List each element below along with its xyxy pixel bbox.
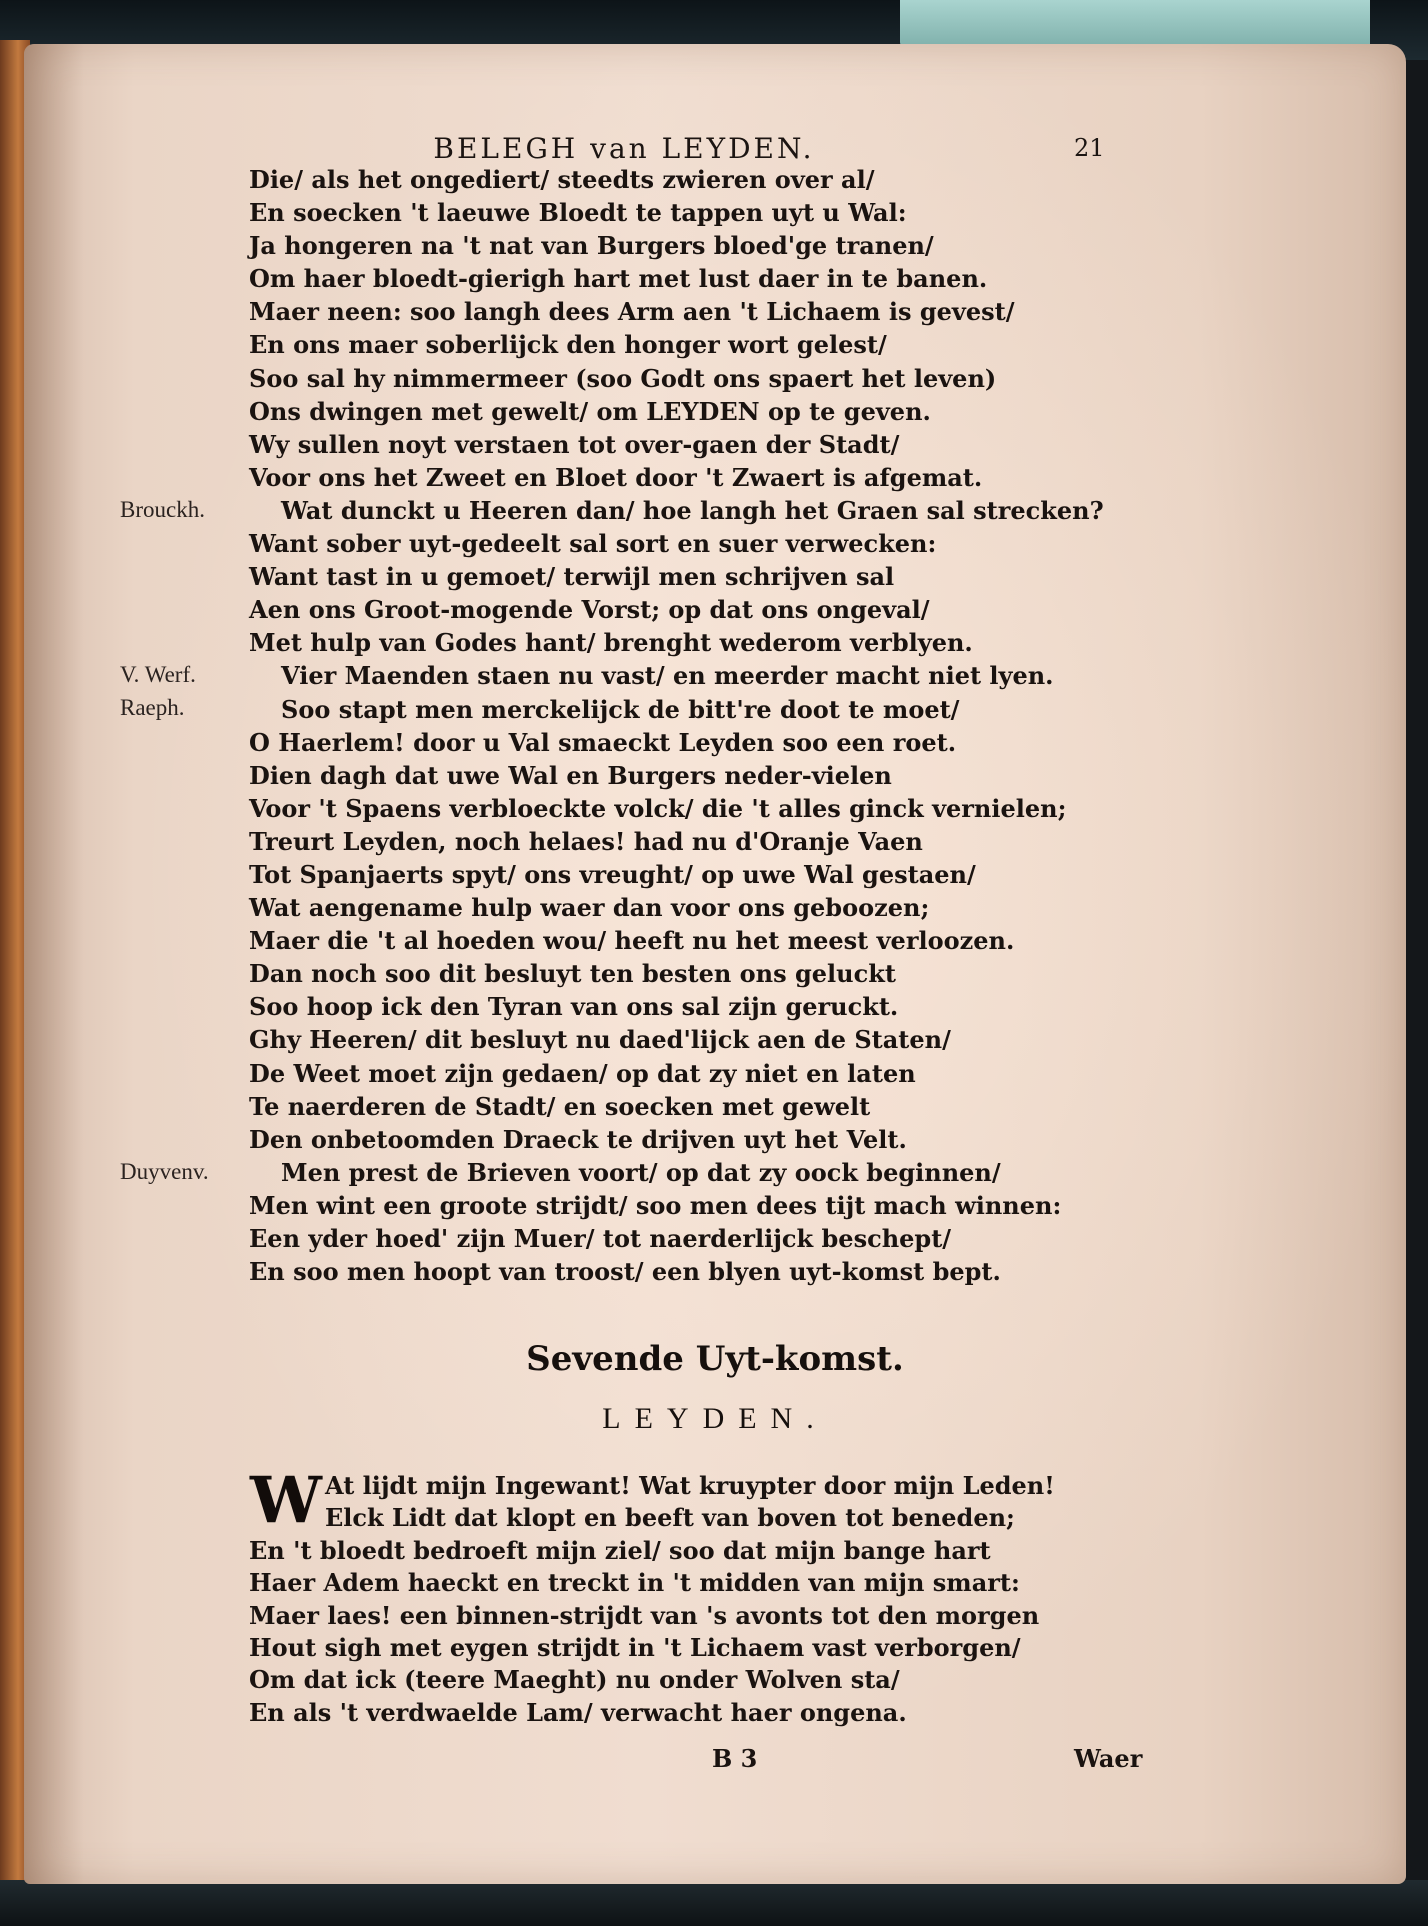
catchword: Waer bbox=[1074, 1744, 1143, 1773]
verse-line: Die/ als het ongediert/ steedts zwieren over al/ bbox=[249, 165, 875, 194]
speaker-label: V. Werf. bbox=[120, 662, 196, 687]
verse-line: De Weet moet zijn gedaen/ op dat zy niet en laten bbox=[249, 1058, 916, 1088]
verse-line: Ja hongeren na 't nat van Burgers bloed'ge tranen/ bbox=[249, 231, 934, 261]
verse-line: Soo stapt men merckelijck de bitt're doot te moet/ bbox=[281, 694, 960, 724]
verse-line: Een yder hoed' zijn Muer/ tot naerderlijck beschept/ bbox=[249, 1224, 952, 1253]
verse-line: En soo men hoopt van troost/ een blyen uyt-komst bept. bbox=[249, 1257, 1001, 1287]
verse-line: Men prest de Brieven voort/ op dat zy oock beginnen/ bbox=[281, 1157, 1001, 1187]
verse-line: Vier Maenden staen nu vast/ en meerder macht niet lyen. bbox=[281, 661, 1054, 691]
verse-line: Maer laes! een binnen-strijdt van 's avonts tot den morgen bbox=[249, 1600, 1040, 1630]
running-title: BELEGH van LEYDEN. bbox=[433, 132, 815, 165]
verse-line: Want sober uyt-gedeelt sal sort en suer verwecken: bbox=[249, 529, 937, 559]
verse-line: Wat aengename hulp waer dan voor ons geboozen; bbox=[249, 893, 930, 923]
verse-line: Ons dwingen met gewelt/ om LEYDEN op te geven. bbox=[249, 396, 931, 426]
verse-line: Den onbetoomden Draeck te drijven uyt het Velt. bbox=[249, 1124, 907, 1154]
verse-line: Wy sullen noyt verstaen tot over-gaen der Stadt/ bbox=[249, 429, 900, 459]
verse-line: Soo hoop ick den Tyran van ons sal zijn geruckt. bbox=[249, 992, 899, 1022]
verse-line: Dan noch soo dit besluyt ten besten ons geluckt bbox=[249, 959, 896, 989]
verse-line: Elck Lidt dat klopt en beeft van boven tot beneden; bbox=[325, 1503, 1015, 1533]
verse-line: Soo sal hy nimmermeer (soo Godt ons spaert het leven) bbox=[249, 363, 997, 393]
verse-line: Met hulp van Godes hant/ brenght wederom verblyen. bbox=[249, 628, 973, 658]
verse-line: Haer Adem haeckt en treckt in 't midden van mijn smart: bbox=[249, 1568, 1020, 1598]
verse-line: Voor 't Spaens verbloeckte volck/ die 't alles ginck vernielen; bbox=[249, 793, 1067, 823]
speaker-label: Raeph. bbox=[120, 695, 185, 720]
page-number: 21 bbox=[1074, 134, 1105, 162]
speaker-label: Brouckh. bbox=[120, 497, 205, 522]
verse-line: Ghy Heeren/ dit besluyt nu daed'lijck aen de Staten/ bbox=[249, 1025, 951, 1055]
verse-line: Dien dagh dat uwe Wal en Burgers neder-vielen bbox=[249, 760, 892, 790]
drop-cap: W bbox=[250, 1463, 322, 1538]
verse-block-2 bbox=[249, 1463, 1149, 1729]
verse-line: O Haerlem! door u Val smaeckt Leyden soo een roet. bbox=[249, 727, 957, 757]
verse-line: Men wint een groote strijdt/ soo men dees tijt mach winnen: bbox=[249, 1190, 1062, 1220]
verse-line: En soecken 't laeuwe Bloedt te tappen uyt u Wal: bbox=[249, 198, 907, 228]
verse-line: Om dat ick (teere Maeght) nu onder Wolven sta/ bbox=[249, 1665, 900, 1695]
verse-block bbox=[249, 163, 1149, 1288]
verse-line: Om haer bloedt-gierigh hart met lust daer in te banen. bbox=[249, 264, 988, 294]
verse-line: Te naerderen de Stadt/ en soecken met gewelt bbox=[249, 1091, 871, 1121]
verse-line: Tot Spanjaerts spyt/ ons vreught/ op uwe Wal gestaen/ bbox=[249, 859, 976, 889]
verse-line: En als 't verdwaelde Lam/ verwacht haer ongena. bbox=[249, 1697, 907, 1727]
verse-line: En 't bloedt bedroeft mijn ziel/ soo dat mijn bange hart bbox=[249, 1535, 991, 1565]
verse-line: Maer neen: soo langh dees Arm aen 't Lichaem is gevest/ bbox=[249, 297, 1015, 327]
verse-line: Voor ons het Zweet en Bloet door 't Zwaert is afgemat. bbox=[249, 462, 983, 492]
page-gutter-shadow bbox=[24, 44, 84, 1884]
verse-line: Aen ons Groot-mogende Vorst; op dat ons ongeval/ bbox=[249, 595, 930, 625]
signature-mark: B 3 bbox=[712, 1744, 758, 1773]
verse-line: Hout sigh met eygen strijdt in 't Lichaem vast verborgen/ bbox=[249, 1632, 1021, 1662]
verse-line: Want tast in u gemoet/ terwijl men schrijven sal bbox=[249, 562, 895, 592]
speaker-heading: LEYDEN. bbox=[602, 1402, 828, 1435]
speaker-label: Duyvenv. bbox=[120, 1159, 209, 1184]
section-title: Sevende Uyt-komst. bbox=[526, 1339, 904, 1379]
verse-line: Maer die 't al hoeden wou/ heeft nu het meest verloozen. bbox=[249, 926, 1015, 956]
dark-background-bottom bbox=[0, 1880, 1428, 1926]
book-cover-edge bbox=[900, 0, 1370, 48]
book-page bbox=[24, 44, 1406, 1884]
verse-line: At lijdt mijn Ingewant! Wat kruypter door mijn Leden! bbox=[325, 1471, 1055, 1500]
verse-line: En ons maer soberlijck den honger wort gelest/ bbox=[249, 330, 887, 360]
verse-line: Wat dunckt u Heeren dan/ hoe langh het Graen sal strecken? bbox=[281, 495, 1104, 525]
verse-line: Treurt Leyden, noch helaes! had nu d'Oranje Vaen bbox=[249, 826, 923, 856]
